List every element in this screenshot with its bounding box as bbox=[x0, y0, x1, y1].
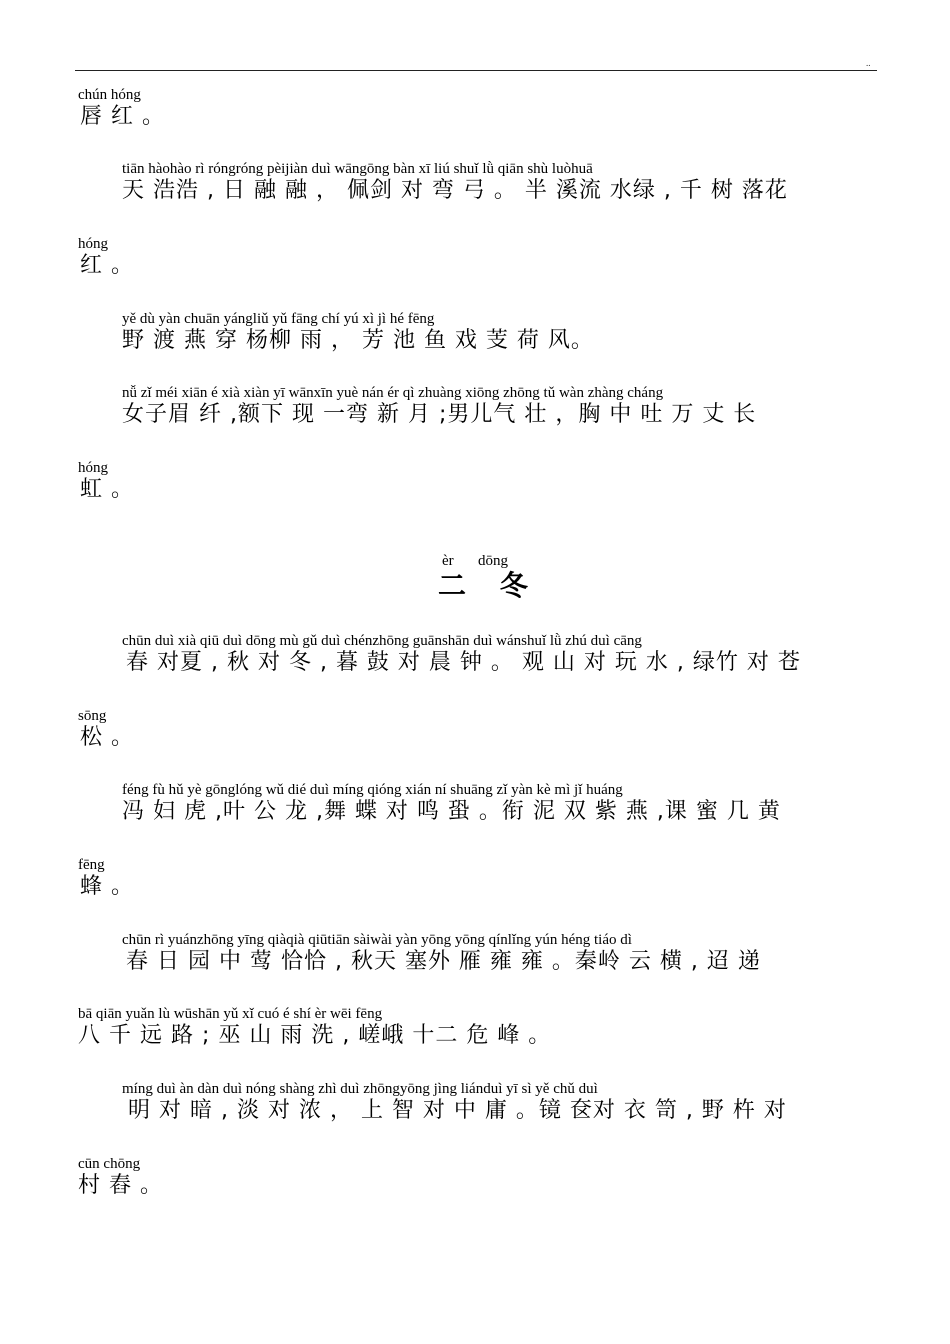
hanzi-row: 红 。 bbox=[80, 253, 134, 278]
hanzi-row: 冯 妇 虎 ,叶 公 龙 ,舞 蝶 对 鸣 蛩 。衔 泥 双 紫 燕 ,课 蜜 几 黄 bbox=[122, 799, 781, 824]
pinyin-row: chūn rì yuánzhōng yīng qiàqià qiūtiān sàiwài yàn yōng yōng qínlǐng yún héng tiáo dì bbox=[122, 932, 632, 948]
header-mark: .. bbox=[866, 58, 871, 68]
pinyin-row: sōng bbox=[78, 708, 107, 724]
pinyin-row: míng duì àn dàn duì nóng shàng zhì duì zhōngyōng jìng liánduì yī sì yě chǔ duì bbox=[122, 1081, 598, 1097]
pinyin-row: fēng bbox=[78, 857, 105, 873]
hanzi-row: 天 浩浩 , 日 融 融 ， 佩剑 对 弯 弓 。 半 溪流 水绿 , 千 树 落花 bbox=[122, 178, 788, 203]
hanzi-row: 明 对 暗 , 淡 对 浓 ， 上 智 对 中 庸 。镜 奁对 衣 笥 , 野 杵 对 bbox=[128, 1098, 787, 1123]
hanzi-row: 蜂 。 bbox=[80, 874, 134, 899]
text-line bbox=[0, 461, 950, 521]
text-line bbox=[0, 634, 950, 694]
hanzi-row: 女子眉 纤 ,额下 现 一弯 新 月 ;男儿气 壮 ，胸 中 吐 万 丈 长 bbox=[122, 402, 757, 427]
text-line bbox=[0, 858, 950, 918]
hanzi-row: 春 日 园 中 莺 恰恰 , 秋天 塞外 雁 雍 雍 。秦岭 云 横 , 迢 递 bbox=[126, 949, 761, 974]
section-title-pinyin-2: dōng bbox=[478, 553, 508, 569]
text-line bbox=[0, 783, 950, 843]
text-line bbox=[0, 1157, 950, 1217]
pinyin-row: cūn chōng bbox=[78, 1156, 141, 1172]
hanzi-row: 野 渡 燕 穿 杨柳 雨 ， 芳 池 鱼 戏 芰 荷 风。 bbox=[122, 328, 594, 353]
text-line bbox=[0, 933, 950, 993]
hanzi-row: 虹 。 bbox=[80, 477, 134, 502]
text-line bbox=[0, 162, 950, 222]
pinyin-row: nǚ zǐ méi xiān é xià xiàn yī wānxīn yuè nán ér qì zhuàng xiōng zhōng tǔ wàn zhàng cháng bbox=[122, 385, 664, 401]
header-rule bbox=[75, 70, 877, 71]
pinyin-row: hóng bbox=[78, 236, 108, 252]
hanzi-row: 松 。 bbox=[80, 725, 134, 750]
text-line bbox=[0, 1007, 950, 1067]
pinyin-row: hóng bbox=[78, 460, 108, 476]
section-title: 二 冬 bbox=[438, 569, 540, 602]
hanzi-row: 唇 红 。 bbox=[80, 104, 165, 129]
pinyin-row: bā qiān yuǎn lù wūshān yǔ xǐ cuó é shí èr wēi fēng bbox=[78, 1006, 383, 1022]
hanzi-row: 春 对夏 , 秋 对 冬 , 暮 鼓 对 晨 钟 。 观 山 对 玩 水 , 绿竹 对 苍 bbox=[126, 650, 801, 675]
pinyin-row: yě dù yàn chuān yángliǔ yǔ fāng chí yú xì jì hé fēng bbox=[122, 311, 435, 327]
text-line bbox=[0, 237, 950, 297]
text-line bbox=[0, 312, 950, 372]
section-title-pinyin-1: èr bbox=[442, 553, 454, 569]
text-line bbox=[0, 88, 950, 148]
pinyin-row: chún hóng bbox=[78, 87, 141, 103]
pinyin-row: chūn duì xià qiū duì dōng mù gǔ duì chénzhōng guānshān duì wánshuǐ lǜ zhú duì cāng bbox=[122, 633, 642, 649]
text-line bbox=[0, 709, 950, 769]
text-line bbox=[0, 1082, 950, 1142]
pinyin-row: tiān hàohào rì róngróng pèijiàn duì wāngōng bàn xī liú shuǐ lǜ qiān shù luòhuā bbox=[122, 161, 593, 177]
hanzi-row: 村 舂 。 bbox=[78, 1173, 163, 1198]
pinyin-row: féng fù hǔ yè gōnglóng wǔ dié duì míng qióng xián ní shuāng zǐ yàn kè mì jǐ huáng bbox=[122, 782, 623, 798]
hanzi-row: 八 千 远 路 ; 巫 山 雨 洗 , 嵯峨 十二 危 峰 。 bbox=[78, 1023, 552, 1048]
text-line bbox=[0, 386, 950, 446]
